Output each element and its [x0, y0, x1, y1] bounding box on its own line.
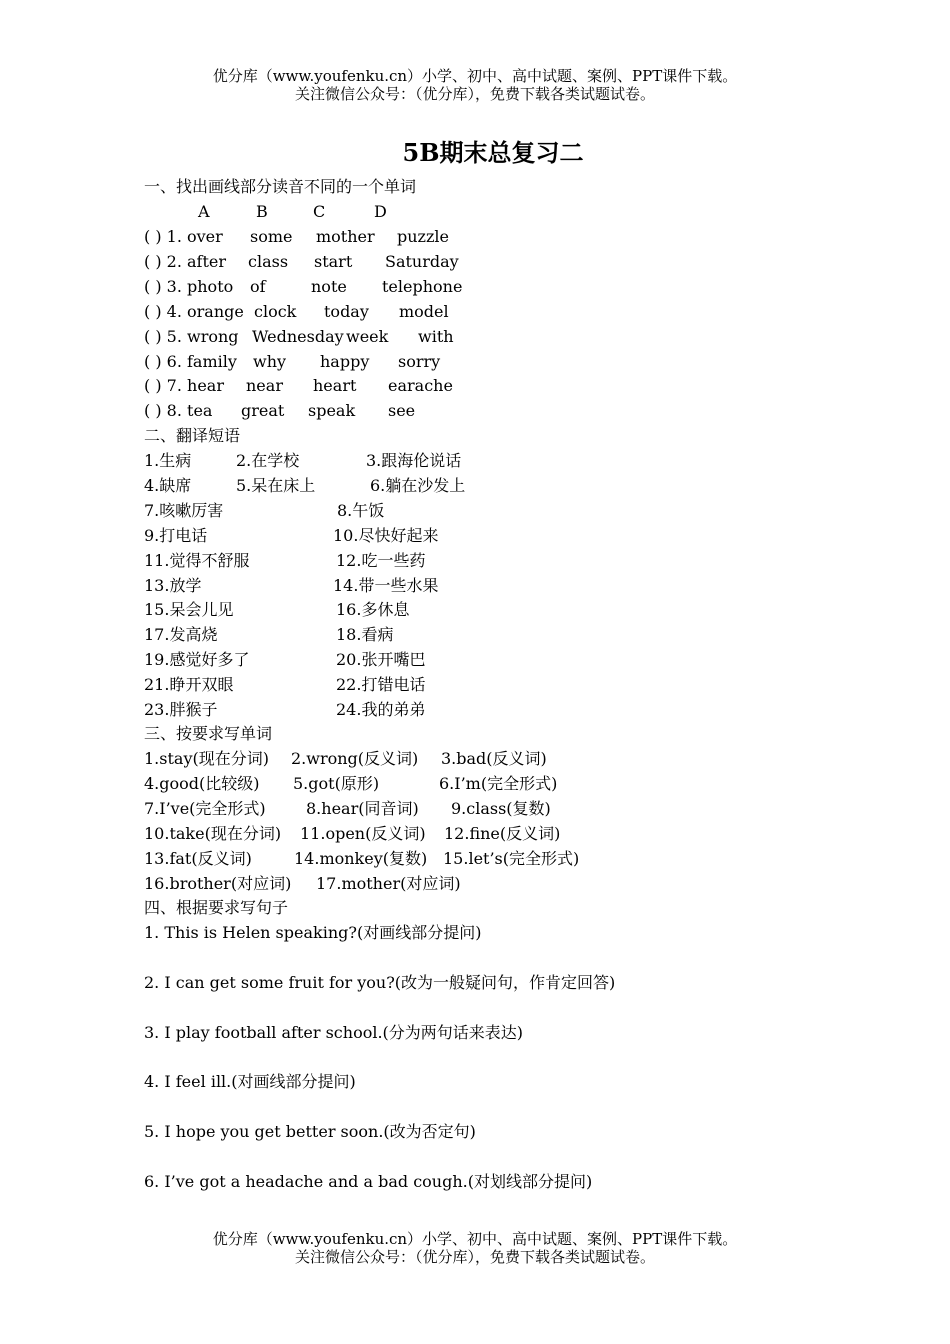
question-option-b: near — [246, 376, 283, 396]
sentence-item: 4. I feel ill.(对画线部分提问) — [144, 1072, 356, 1092]
phrase-item: 1.生病 — [144, 451, 192, 470]
word-row — [0, 874, 950, 894]
question-option-a: ( ) 2. after — [144, 251, 227, 271]
question-row — [0, 376, 950, 396]
word-row — [0, 799, 950, 819]
question-row — [0, 352, 950, 372]
question-option-c: mother — [316, 227, 375, 246]
word-row — [0, 849, 950, 869]
word-item: 16.brother(对应词) — [144, 873, 292, 893]
question-option-b: of — [250, 276, 266, 296]
phrase-item: 7.咳嗽厉害 — [144, 500, 224, 520]
word-item: 17.mother(对应词) — [316, 873, 461, 893]
word-item: 6.I’m(完全形式) — [439, 773, 558, 793]
phrase-item: 14.带一些水果 — [333, 575, 439, 595]
question-option-d: sorry — [398, 351, 441, 371]
options-row — [0, 202, 950, 222]
section1-heading: 一、找出画线部分读音不同的一个单词 — [144, 177, 417, 196]
phrase-row — [0, 650, 950, 670]
phrase-item: 16.多休息 — [336, 600, 410, 620]
phrase-item: 19.感觉好多了 — [144, 650, 250, 670]
question-option-d: puzzle — [397, 227, 449, 246]
phrase-item: 11.觉得不舒服 — [144, 550, 250, 570]
section4-heading: 四、根据要求写句子 — [144, 898, 289, 917]
phrase-item: 17.发高烧 — [144, 625, 218, 645]
question-option-b: clock — [254, 301, 297, 321]
question-option-d: earache — [388, 376, 453, 396]
question-option-a: ( ) 5. wrong — [144, 326, 239, 346]
question-option-b: class — [248, 251, 289, 271]
option-a: A — [198, 202, 210, 221]
option-d: D — [374, 202, 387, 221]
phrase-item: 8.午饭 — [337, 500, 385, 520]
word-item: 13.fat(反义词) — [144, 848, 252, 868]
phrase-item: 18.看病 — [336, 625, 394, 645]
phrase-row — [0, 625, 950, 645]
question-option-a: ( ) 4. orange — [144, 301, 244, 321]
phrase-item: 23.胖猴子 — [144, 700, 218, 719]
phrase-item: 5.呆在床上 — [236, 475, 316, 495]
question-row — [0, 302, 950, 322]
question-option-c: week — [346, 326, 389, 346]
page-header — [0, 67, 950, 103]
option-b: B — [256, 202, 268, 221]
phrase-item: 24.我的弟弟 — [336, 700, 426, 719]
phrase-item: 10.尽快好起来 — [333, 525, 439, 545]
word-item: 14.monkey(复数) — [294, 848, 428, 868]
question-option-c: happy — [320, 351, 370, 371]
question-option-b: great — [241, 401, 285, 421]
phrase-item: 21.睁开双眼 — [144, 675, 234, 695]
phrase-item: 12.吃一些药 — [336, 550, 426, 570]
question-option-c: speak — [308, 401, 356, 421]
sentence-item: 1. This is Helen speaking?(对画线部分提问) — [144, 923, 482, 942]
phrase-item: 2.在学校 — [236, 451, 300, 470]
question-row — [0, 277, 950, 297]
section3-heading: 三、按要求写单词 — [144, 724, 273, 743]
page-title: 5B期末总复习二 — [402, 138, 584, 167]
question-option-a: ( ) 8. tea — [144, 401, 213, 421]
phrase-item: 13.放学 — [144, 575, 202, 595]
word-row — [0, 774, 950, 794]
question-option-a: ( ) 1. over — [144, 227, 223, 246]
word-item: 2.wrong(反义词) — [291, 749, 419, 768]
question-option-d: with — [418, 326, 454, 346]
question-row — [0, 252, 950, 272]
question-option-c: heart — [313, 376, 357, 396]
phrase-item: 9.打电话 — [144, 525, 208, 545]
question-option-c: note — [311, 276, 347, 296]
page-footer — [0, 1230, 950, 1266]
word-item: 11.open(反义词) — [300, 823, 426, 843]
question-row — [0, 227, 950, 247]
phrase-row — [0, 576, 950, 596]
phrase-row — [0, 551, 950, 571]
phrase-row — [0, 501, 950, 521]
word-row — [0, 824, 950, 844]
phrase-row — [0, 476, 950, 496]
word-item: 7.I’ve(完全形式) — [144, 798, 266, 818]
sentence-item: 6. I’ve got a headache and a bad cough.(对划线部分提问) — [144, 1172, 593, 1191]
question-option-d: telephone — [382, 276, 463, 296]
phrase-item: 22.打错电话 — [336, 675, 426, 695]
phrase-row — [0, 675, 950, 695]
question-row — [0, 327, 950, 347]
word-item: 9.class(复数) — [451, 798, 551, 818]
word-item: 1.stay(现在分词) — [144, 749, 269, 768]
phrase-row — [0, 451, 950, 471]
question-option-d: Saturday — [385, 251, 459, 271]
phrase-item: 15.呆会儿见 — [144, 600, 234, 620]
phrase-row — [0, 526, 950, 546]
question-option-b: Wednesday — [252, 326, 344, 346]
question-option-a: ( ) 3. photo — [144, 276, 234, 296]
phrase-row — [0, 700, 950, 720]
footer-line-2: 关注微信公众号：（优分库），免费下载各类试题试卷。 — [294, 1248, 655, 1266]
section2-heading: 二、翻译短语 — [144, 426, 241, 445]
word-item: 10.take(现在分词) — [144, 823, 282, 843]
word-item: 5.got(原形) — [293, 773, 380, 793]
question-option-d: model — [399, 301, 449, 321]
word-item: 3.bad(反义词) — [441, 749, 547, 768]
word-item: 4.good(比较级) — [144, 773, 260, 793]
sentence-item: 2. I can get some fruit for you?(改为一般疑问句，作肯定回答) — [144, 972, 616, 992]
word-item: 12.fine(反义词) — [444, 823, 561, 843]
option-c: C — [313, 202, 326, 221]
question-option-a: ( ) 7. hear — [144, 376, 224, 396]
question-option-d: see — [388, 401, 416, 421]
phrase-item: 3.跟海伦说话 — [366, 451, 462, 470]
header-line-2: 关注微信公众号：（优分库），免费下载各类试题试卷。 — [294, 85, 655, 103]
question-row — [0, 401, 950, 421]
footer-line-1: 优分库（www.youfenku.cn）小学、初中、高中试题、案例、PPT课件下载。 — [212, 1230, 738, 1248]
phrase-item: 6.躺在沙发上 — [370, 475, 466, 495]
question-option-c: today — [324, 301, 369, 321]
phrase-item: 20.张开嘴巴 — [336, 650, 426, 670]
sentence-item: 3. I play football after school.(分为两句话来表达) — [144, 1022, 524, 1042]
sentence-item: 5. I hope you get better soon.(改为否定句) — [144, 1122, 476, 1142]
phrase-row — [0, 600, 950, 620]
question-option-a: ( ) 6. family — [144, 351, 237, 371]
phrase-item: 4.缺席 — [144, 475, 192, 495]
header-line-1: 优分库（www.youfenku.cn）小学、初中、高中试题、案例、PPT课件下载。 — [212, 67, 738, 85]
question-option-b: why — [253, 351, 287, 371]
question-option-c: start — [314, 251, 353, 271]
word-item: 8.hear(同音词) — [306, 798, 419, 818]
word-row — [0, 749, 950, 769]
question-option-b: some — [250, 227, 293, 246]
word-item: 15.let’s(完全形式) — [443, 848, 580, 868]
